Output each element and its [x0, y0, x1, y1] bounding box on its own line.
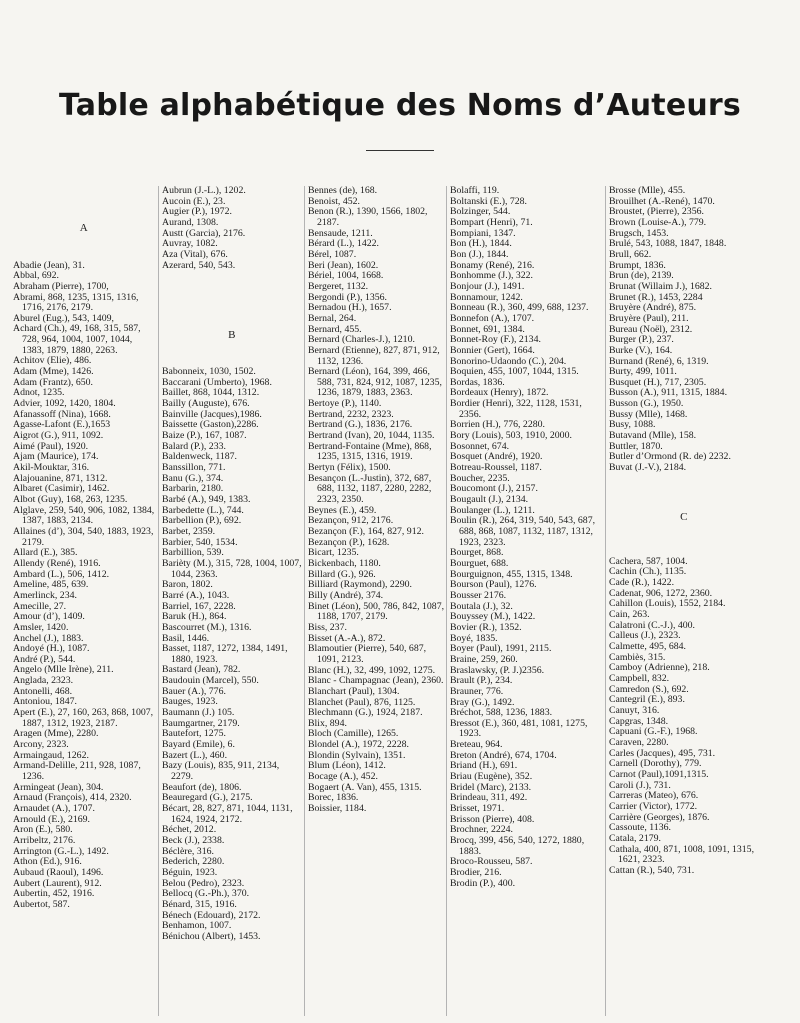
index-entry: Albot (Guy), 168, 263, 1235.: [13, 493, 128, 505]
index-entry: Bompiani, 1347.: [450, 227, 516, 239]
index-entry: Broustet, (Pierre), 2356.: [609, 206, 704, 218]
index-entry: Benhamon, 1007.: [162, 920, 232, 932]
index-entry: Cassoute, 1136.: [609, 822, 671, 834]
title-rule: [366, 150, 434, 151]
index-entry: Breteau, 964.: [450, 739, 503, 751]
index-entry: Basil, 1446.: [162, 632, 210, 644]
index-entry: Calatroni (C.-J.), 400.: [609, 619, 695, 631]
index-entry: Carrier (Victor), 1772.: [609, 800, 698, 812]
index-column-4: [446, 186, 604, 1016]
index-entry: Baron, 1802.: [162, 579, 213, 591]
index-entry: Beck (J.), 2338.: [162, 834, 225, 846]
index-entry: Baccarani (Umberto), 1968.: [162, 376, 272, 388]
index-entry: Bénard, 315, 1916.: [162, 898, 237, 910]
index-entry: Bourguignon, 455, 1315, 1348.: [450, 568, 573, 580]
index-entry: Bolzinger, 544.: [450, 206, 511, 218]
index-entry: Bezançon (P.), 1628.: [308, 536, 390, 548]
index-entry: Blum (Léon), 1412.: [308, 760, 386, 772]
index-entry: Cain, 263.: [609, 609, 650, 621]
index-entry: Brisset, 1971.: [450, 803, 505, 815]
index-entry: Bazy (Louis), 835, 911, 2134, 2279.: [162, 760, 280, 783]
index-entry: Burnand (René), 6, 1319.: [609, 355, 709, 367]
index-entry: Boltanski (E.), 728.: [450, 195, 528, 207]
index-entry: Brocq, 399, 456, 540, 1272, 1880, 1883.: [450, 835, 585, 857]
index-entry: Besançon (L.-Justin), 372, 687, 688, 1132, 1187, 2280, 2282, 2323, 2350.: [308, 472, 432, 506]
index-entry: Bray (G.), 1492.: [450, 696, 515, 708]
index-entry: Ameline, 485, 639.: [13, 579, 89, 591]
index-entry: Bourguet, 688.: [450, 557, 509, 569]
index-entry: Allard (E.), 385.: [13, 547, 78, 559]
index-entry: Bréchot, 588, 1236, 1883.: [450, 707, 553, 719]
index-entry: Cathala, 400, 871, 1008, 1091, 1315, 1621, 2323.: [609, 843, 755, 866]
index-entry: Broco-Rousseu, 587.: [450, 856, 533, 868]
index-entry: Brouilhet (A.-René), 1470.: [609, 195, 715, 207]
index-entry: Cachera, 587, 1004.: [609, 555, 688, 567]
index-entry: Bonnier (Gert), 1664.: [450, 344, 535, 356]
index-column-2: [158, 186, 302, 1016]
index-entry: Bailly (Auguste), 676.: [162, 398, 250, 410]
index-entry: Bériel, 1004, 1668.: [308, 270, 384, 282]
index-entry: Aubrun (J.-L.), 1202.: [162, 186, 246, 196]
index-entry: Aragen (Mme), 2280.: [13, 728, 99, 740]
index-entry: Bertoye (P.), 1140.: [308, 398, 382, 410]
index-entry: Andoyé (H.), 1087.: [13, 643, 90, 655]
index-entry: Amour (d’), 1409.: [13, 611, 85, 623]
index-entry: Buttler, 1870.: [609, 440, 663, 452]
index-entry: Aigrot (G.), 911, 1092.: [13, 430, 104, 442]
index-entry: Boucomont (J.), 2157.: [450, 483, 538, 495]
index-entry: Barbedette (L.), 744.: [162, 504, 244, 516]
index-entry: Bonnet-Roy (F.), 2134.: [450, 334, 541, 346]
index-entry: Beri (Jean), 1602.: [308, 259, 379, 271]
index-entry: Baudouin (Marcel), 550.: [162, 675, 259, 687]
index-entry: Blondel (A.), 1972, 2228.: [308, 739, 409, 751]
index-entry: Billiard (Raymond), 2290.: [308, 579, 412, 591]
index-entry: Aburel (Eug.), 543, 1409,: [13, 312, 114, 324]
index-entry: Burty, 499, 1011.: [609, 366, 677, 378]
index-entry: Barbé (A.), 949, 1383.: [162, 493, 251, 505]
index-entry: Bourson (Paul), 1276.: [450, 579, 537, 591]
index-entry: Bonneau (R.), 360, 499, 688, 1237.: [450, 302, 589, 314]
index-entry: Carnell (Dorothy), 779.: [609, 758, 702, 770]
index-entry: Bauges, 1923.: [162, 696, 218, 708]
index-entry: Botreau-Roussel, 1187.: [450, 462, 542, 474]
index-entry: André (P.), 544.: [13, 653, 76, 665]
index-entry: Bisset (A.-A.), 872.: [308, 632, 386, 644]
index-entry: Carreras (Mateo), 676.: [609, 790, 699, 802]
index-entry: Bederich, 2280.: [162, 856, 225, 868]
index-entry: Bezançon, 912, 2176.: [308, 515, 394, 527]
index-entry: Bonnamour, 1242.: [450, 291, 523, 303]
index-entry: Capgras, 1348.: [609, 715, 669, 727]
index-entry: Belou (Pedro), 2323.: [162, 877, 245, 889]
index-entry: Bautefort, 1275.: [162, 728, 226, 740]
index-entry: Bazert (L.), 460.: [162, 749, 228, 761]
index-entry: Abbal, 692.: [13, 270, 59, 282]
index-entry: Apert (E.), 27, 160, 263, 868, 1007, 1887, 1312, 1923, 2187.: [13, 707, 154, 729]
index-entry: Bernal, 264.: [308, 312, 357, 324]
index-entry: Bascourret (M.), 1316.: [162, 621, 252, 633]
index-entry: Burke (V.), 164.: [609, 344, 673, 356]
page-title: Table alphabétique des Noms d’Auteurs: [58, 88, 741, 123]
index-entry: Arribeltz, 2176.: [13, 834, 76, 846]
index-entry: Bernard, 455.: [308, 323, 362, 335]
index-entry: Boyer (Paul), 1991, 2115.: [450, 643, 552, 655]
index-entry: Barièty (M.), 315, 728, 1004, 1007, 1044, 2363.: [162, 557, 302, 580]
index-entry: Bénichou (Albert), 1453.: [162, 930, 261, 942]
index-entry: Baruk (H.), 864.: [162, 611, 227, 623]
index-entry: Boucher, 2235.: [450, 472, 510, 484]
index-entry: Allaines (d’), 304, 540, 1883, 1923, 2179.: [13, 525, 154, 548]
index-entry: Amsler, 1420.: [13, 621, 69, 633]
index-entry: Butavand (Mlle), 158.: [609, 430, 697, 442]
index-entry: Ambard (L.), 506, 1412.: [13, 568, 110, 580]
index-entry: Bruyère (Paul), 211.: [609, 312, 689, 324]
index-entry: Ajam (Maurice), 174.: [13, 451, 99, 463]
index-entry: Brunet (R.), 1453, 2284: [609, 291, 703, 303]
index-entry: Balard (P.), 233.: [162, 440, 226, 452]
index-entry: Béclère, 316.: [162, 845, 214, 857]
index-entry: Aurand, 1308.: [162, 216, 219, 228]
index-entry: Banssillon, 771.: [162, 462, 226, 473]
index-entry: Bicart, 1235.: [308, 547, 359, 559]
index-entry: Aubertot, 587.: [13, 898, 70, 910]
index-entry: Bordas, 1836.: [450, 376, 505, 388]
index-entry: Bécart, 28, 827, 871, 1044, 1131, 1624, 1924, 2172.: [162, 803, 293, 825]
index-entry: Breton (André), 674, 1704.: [450, 749, 557, 761]
index-entry: Brault (P.), 234.: [450, 675, 513, 687]
index-entry: Antonelli, 468.: [13, 685, 73, 697]
index-entry: Bergondi (P.), 1356.: [308, 291, 388, 303]
index-entry: Busquet (H.), 717, 2305.: [609, 376, 707, 388]
index-entry: Brown (Louise-A.), 779.: [609, 216, 707, 228]
index-entry: Bosonnet, 674.: [450, 440, 510, 452]
index-entry: Arnould (E.), 2169.: [13, 813, 91, 825]
index-entry: Bourget, 868.: [450, 547, 504, 559]
index-entry: Baize (P.), 167, 1087.: [162, 430, 247, 442]
index-entry: Brodin (P.), 400.: [450, 877, 516, 889]
index-entry: Briau (Eugène), 352.: [450, 771, 533, 783]
index-entry: Achitov (Elie), 486.: [13, 355, 92, 367]
index-entry: Bougault (J.), 2134.: [450, 494, 529, 506]
index-entry: Bertyn (Félix), 1500.: [308, 462, 391, 474]
index-entry: Beynes (E.), 459.: [308, 504, 377, 516]
index-entry: Banu (G.), 374.: [162, 472, 224, 484]
index-entry: Bouyssey (M.), 1422.: [450, 611, 536, 623]
index-entry: Béguin, 1923.: [162, 866, 218, 878]
index-entry: Bon (H.), 1844.: [450, 238, 512, 250]
section-gap: [162, 340, 302, 367]
index-entry: Briand (H.), 691.: [450, 760, 518, 772]
index-entry: Brauner, 776.: [450, 685, 504, 697]
index-entry: Bruyère (André), 875.: [609, 302, 697, 314]
index-entry: Cattan (R.), 540, 731.: [609, 864, 695, 876]
index-entry: Baumgartner, 2179.: [162, 717, 240, 729]
index-entry: Babonneix, 1030, 1502.: [162, 366, 256, 378]
section-gap: [609, 474, 759, 512]
index-entry: Beauregard (G.), 2175.: [162, 792, 253, 804]
index-entry: Bernard (Charles-J.), 1210.: [308, 334, 415, 346]
index-entry: Boulanger (L.), 1211.: [450, 504, 535, 516]
index-entry: Barbier, 540, 1534.: [162, 536, 238, 548]
index-entry: Brochner, 2224.: [450, 824, 514, 836]
index-entry: Amecille, 27.: [13, 600, 67, 612]
index-entry: Bonnefon (A.), 1707.: [450, 312, 535, 324]
index-entry: Binet (Léon), 500, 786, 842, 1087, 1188, 1707, 2179.: [308, 600, 445, 623]
index-entry: Blanc (H.), 32, 499, 1092, 1275.: [308, 664, 436, 676]
index-entry: Caraven, 2280.: [609, 736, 669, 748]
index-entry: Billard (G.), 926.: [308, 568, 376, 580]
index-entry: Cade (R.), 1422.: [609, 577, 675, 589]
index-entry: Brulé, 543, 1088, 1847, 1848.: [609, 238, 727, 250]
index-entry: Campbell, 832.: [609, 673, 670, 684]
section-letter: A: [79, 222, 89, 235]
index-entry: Agasse-Lafont (E.),1653: [13, 419, 111, 431]
index-entry: Bloch (Camille), 1265.: [308, 728, 399, 740]
index-entry: Abadie (Jean), 31.: [13, 259, 85, 271]
index-entry: Butler d’Ormond (R. de) 2232.: [609, 451, 731, 463]
index-entry: Alajouanine, 871, 1312.: [13, 472, 108, 484]
index-entry: Busson (A.), 911, 1315, 1884.: [609, 387, 728, 399]
index-entry: Aubertin, 452, 1916.: [13, 888, 95, 900]
index-entry: Bainville (Jacques),1986.: [162, 408, 262, 420]
index-entry: Borec, 1836.: [308, 792, 359, 804]
index-entry: Barbellion (P.), 692.: [162, 515, 242, 527]
index-entry: Amerlinck, 234.: [13, 589, 77, 601]
index-column-1: [13, 186, 155, 1016]
index-entry: Bridel (Marc), 2133.: [450, 781, 532, 793]
index-entry: Boulin (R.), 264, 319, 540, 543, 687, 688, 868, 1087, 1132, 1187, 1312, 1923, 2323.: [450, 515, 596, 548]
section-letter: C: [680, 511, 688, 524]
index-entry: Bensaude, 1211.: [308, 227, 373, 239]
index-entry: Bon (J.), 1844.: [450, 248, 509, 260]
index-entry: Adam (Frantz), 650.: [13, 376, 93, 388]
index-entry: Blondin (Sylvain), 1351.: [308, 749, 406, 761]
index-entry: Bayard (Emile), 6.: [162, 739, 235, 751]
index-entry: Boyé, 1835.: [450, 632, 498, 644]
index-entry: Bressot (E.), 360, 481, 1081, 1275, 1923.: [450, 717, 588, 740]
index-entry: Bérel, 1087.: [308, 248, 357, 260]
index-entry: Abraham (Pierre), 1700,: [13, 280, 109, 292]
index-entry: Bonamy (René), 216.: [450, 259, 535, 271]
index-entry: Bory (Louis), 503, 1910, 2000.: [450, 430, 572, 442]
index-entry: Borrien (H.), 776, 2280.: [450, 419, 545, 431]
index-entry: Cachin (Ch.), 1135.: [609, 566, 687, 578]
index-entry: Bernadou (H.), 1657.: [308, 302, 392, 314]
index-entry: Aron (E.), 580.: [13, 824, 73, 836]
index-entry: Alglave, 259, 540, 906, 1082, 1384, 1387, 1883, 2134.: [13, 504, 155, 527]
index-entry: Boquien, 455, 1007, 1044, 1315.: [450, 366, 579, 378]
index-entry: Bonorino-Udaondo (C.), 204.: [450, 355, 567, 367]
index-entry: Bertrand-Fontaine (Mme), 868, 1235, 1315, 1316, 1919.: [308, 440, 432, 463]
index-entry: Blix, 894.: [308, 717, 347, 729]
index-entry: Blechmann (G.), 1924, 2187.: [308, 707, 423, 719]
index-entry: Blanc - Champagnac (Jean), 2360.: [308, 675, 444, 687]
index-entry: Cantegril (E.), 893.: [609, 694, 685, 706]
index-entry: Azerard, 540, 543.: [162, 259, 236, 271]
index-entry: Baldenweck, 1187.: [162, 451, 237, 463]
index-entry: Carles (Jacques), 495, 731.: [609, 747, 716, 759]
index-entry: Antoniou, 1847.: [13, 696, 77, 708]
index-entry: Abrami, 868, 1235, 1315, 1316, 1716, 2176, 2179.: [13, 291, 139, 314]
index-entry: Bernard (Léon), 164, 399, 466, 588, 731, 824, 912, 1087, 1235, 1236, 1879, 1883, 2363.: [308, 366, 442, 399]
index-entry: Advier, 1092, 1420, 1804.: [13, 398, 116, 410]
index-entry: Busy, 1088.: [609, 419, 656, 431]
index-entry: Aubaud (Raoul), 1496.: [13, 866, 104, 878]
index-entry: Benoist, 452.: [308, 195, 360, 207]
index-entry: Aza (Vital), 676.: [162, 248, 228, 260]
index-entry: Arnaud (François), 414, 2320.: [13, 792, 132, 804]
index-entry: Aucoin (E.), 23.: [162, 195, 226, 207]
index-entry: Brugsch, 1453.: [609, 227, 669, 239]
index-entry: Barbet, 2359.: [162, 525, 216, 537]
index-entry: Bordeaux (Henry), 1872.: [450, 387, 549, 399]
index-entry: Albaret (Casimir), 1462.: [13, 483, 110, 495]
index-entry: Baumann (J.) 105.: [162, 707, 235, 719]
index-entry: Akil-Mouktar, 316.: [13, 462, 90, 474]
index-entry: Bertrand, 2232, 2323.: [308, 408, 394, 420]
index-entry: Braslawsky, (P. J.)2356.: [450, 664, 545, 676]
index-entry: Bérard (L.), 1422.: [308, 238, 380, 250]
index-entry: Capuani (G.-F.), 1968.: [609, 726, 698, 738]
index-entry: Armand-Delille, 211, 928, 1087, 1236.: [13, 760, 141, 783]
index-entry: Biss, 237.: [308, 621, 347, 633]
index-entry: Cahillon (Louis), 1552, 2184.: [609, 598, 726, 610]
index-entry: Bertrand (G.), 1836, 2176.: [308, 419, 413, 431]
index-entry: Allendy (René), 1916.: [13, 557, 101, 569]
index-entry: Arcony, 2323.: [13, 739, 69, 751]
section-letter: B: [228, 328, 236, 341]
index-entry: Bureau (Noël), 2312.: [609, 323, 693, 335]
index-column-3: [304, 186, 446, 1016]
index-entry: Buvat (J.-V.), 2184.: [609, 462, 687, 474]
index-entry: Barbillion, 539.: [162, 547, 224, 559]
index-entry: Bauer (A.), 776.: [162, 685, 226, 697]
index-entry: Blamoutier (Pierre), 540, 687, 1091, 2123.: [308, 643, 427, 665]
index-entry: Aubert (Laurent), 912.: [13, 877, 102, 889]
index-entry: Brun (de), 2139.: [609, 270, 674, 282]
index-entry: Baillet, 868, 1044, 1312.: [162, 387, 260, 399]
index-entry: Caroli (J.), 731.: [609, 779, 671, 791]
index-entry: Beaufort (de), 1806.: [162, 781, 242, 793]
index-entry: Bellocq (G.-Ph.), 370.: [162, 888, 250, 900]
index-entry: Anchel (J.), 1883.: [13, 632, 84, 644]
section-gap: [13, 186, 155, 223]
section-gap: [609, 523, 759, 557]
index-entry: Bénech (Edouard), 2172.: [162, 909, 261, 921]
index-entry: Bosquet (André), 1920.: [450, 451, 543, 463]
index-entry: Bogaert (A. Van), 455, 1315.: [308, 781, 422, 793]
index-entry: Aimé (Paul), 1920.: [13, 440, 89, 452]
index-entry: Bussy (Mlle), 1468.: [609, 408, 688, 420]
index-entry: Basset, 1187, 1272, 1384, 1491, 1880, 1923.: [162, 643, 288, 665]
index-entry: Canuyt, 316.: [609, 704, 660, 716]
index-entry: Brunat (Willaim J.), 1682.: [609, 280, 713, 292]
index-entry: Bompart (Henri), 71.: [450, 216, 533, 228]
index-entry: Camredon (S.), 692.: [609, 683, 689, 695]
index-entry: Adam (Mme), 1426.: [13, 366, 94, 378]
index-entry: Béchet, 2012.: [162, 824, 217, 836]
index-entry: Brosse (Mlle), 455.: [609, 186, 686, 196]
index-entry: Billy (André), 374.: [308, 589, 384, 601]
index-entry: Bolaffi, 119.: [450, 186, 500, 196]
index-entry: Blanchart (Paul), 1304.: [308, 685, 400, 697]
index-entry: Boissier, 1184.: [308, 803, 367, 815]
index-entry: Armingeat (Jean), 304.: [13, 781, 104, 793]
index-entry: Bastard (Jean), 782.: [162, 664, 241, 676]
index-entry: Bonhomme (J.), 322.: [450, 270, 533, 282]
index-entry: Boutala (J.), 32.: [450, 600, 513, 612]
index-entry: Bonjour (J.), 1491.: [450, 280, 525, 292]
index-entry: Bousser 2176.: [450, 589, 507, 601]
index-entry: Brumpt, 1836.: [609, 259, 666, 271]
index-entry: Busson (G.), 1950.: [609, 398, 684, 410]
index-entry: Athon (Ed.), 916.: [13, 856, 82, 868]
index-entry: Adnot, 1235.: [13, 387, 65, 399]
index-entry: Barré (A.), 1043.: [162, 589, 230, 601]
index-entry: Brisson (Pierre), 408.: [450, 813, 535, 825]
index-entry: Armaingaud, 1262.: [13, 749, 89, 761]
index-entry: Carrière (Georges), 1876.: [609, 811, 710, 823]
index-entry: Burger (P.), 237.: [609, 334, 674, 346]
index-entry: Bickenbach, 1180.: [308, 557, 381, 569]
index-entry: Bertrand (Ivan), 20, 1044, 1135.: [308, 430, 435, 442]
index-entry: Blanchet (Paul), 876, 1125.: [308, 696, 416, 708]
index-entry: Afanassoff (Nina), 1668.: [13, 408, 111, 420]
index-entry: Brodier, 216.: [450, 867, 502, 878]
index-entry: Achard (Ch.), 49, 168, 315, 587, 728, 964, 1004, 1007, 1044, 1383, 1879, 1880, 2263.: [13, 323, 141, 356]
index-entry: Baissette (Gaston),2286.: [162, 419, 259, 431]
index-entry: Calmette, 495, 684.: [609, 641, 687, 653]
index-entry: Barbarin, 2180.: [162, 483, 224, 495]
index-entry: Bennes (de), 168.: [308, 186, 378, 196]
section-gap: [13, 234, 155, 261]
index-entry: Cambiès, 315.: [609, 651, 666, 663]
index-entry: Catala, 2179.: [609, 832, 661, 844]
index-entry: Bocage (A.), 452.: [308, 771, 378, 783]
index-entry: Augier (P.), 1972.: [162, 206, 232, 218]
index-entry: Arnaudet (A.), 1707.: [13, 803, 95, 815]
index-entry: Bezançon (F.), 164, 827, 912.: [308, 526, 424, 537]
index-entry: Brull, 662.: [609, 248, 652, 260]
index-column-5: [605, 186, 759, 1016]
index-entry: Benon (R.), 1390, 1566, 1802, 2187.: [308, 206, 428, 228]
index-entry: Bergeret, 1132.: [308, 280, 369, 292]
index-entry: Bovier (R.), 1352.: [450, 621, 522, 633]
index-entry: Arrington (G.-L.), 1492.: [13, 845, 109, 857]
index-entry: Camboy (Adrienne), 218.: [609, 662, 710, 674]
index-entry: Barriel, 167, 2228.: [162, 600, 236, 612]
index-entry: Braine, 259, 260.: [450, 653, 518, 665]
index-entry: Bonnet, 691, 1384.: [450, 323, 525, 335]
section-gap: [162, 271, 302, 330]
index-entry: Brindeau, 311, 492.: [450, 792, 528, 804]
index-entry: Anglada, 2323.: [13, 675, 74, 687]
index-entry: Bernard (Etienne), 827, 871, 912, 1132, 1236.: [308, 344, 440, 367]
index-entry: Carnot (Paul),1091,1315.: [609, 768, 709, 780]
index-entry: Austt (Garcia), 2176.: [162, 227, 246, 239]
index-entry: Cadenat, 906, 1272, 2360.: [609, 587, 713, 599]
index-entry: Bordier (Henri), 322, 1128, 1531, 2356.: [450, 398, 582, 420]
index-entry: Angelo (Mlle Irène), 211.: [13, 664, 114, 676]
index-entry: Calleus (J.), 2323.: [609, 630, 681, 642]
index-entry: Auvray, 1082.: [162, 238, 218, 250]
